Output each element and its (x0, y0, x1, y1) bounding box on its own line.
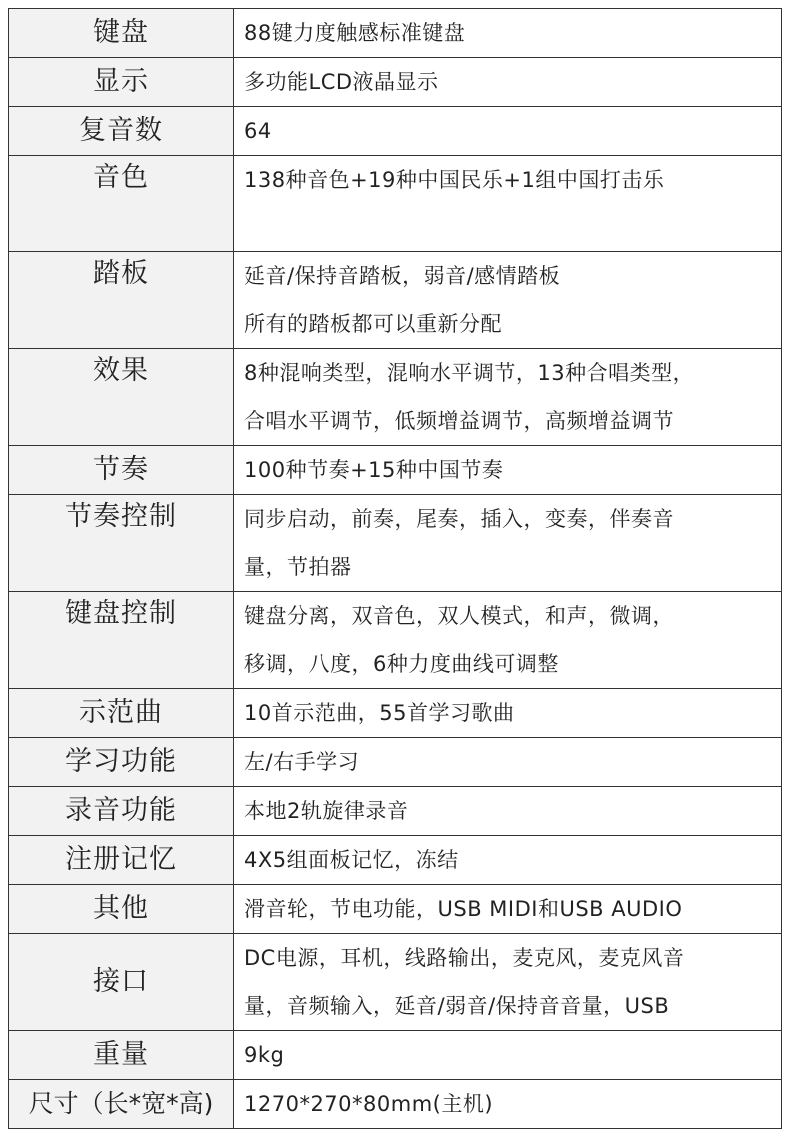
spec-value-line: 88键力度触感标准键盘 (244, 21, 466, 45)
spec-value (234, 446, 782, 495)
spec-label: 键盘 (9, 9, 234, 58)
spec-value-line: 4X5组面板记忆，冻结 (244, 848, 459, 872)
spec-row-other (9, 885, 782, 934)
spec-value (234, 9, 782, 58)
spec-label: 显示 (9, 58, 234, 107)
spec-label: 示范曲 (9, 689, 234, 738)
spec-row-polyphony (9, 107, 782, 156)
spec-row-lesson (9, 738, 782, 787)
spec-value-line: 8种混响类型，混响水平调节，13种合唱类型， (244, 361, 695, 385)
spec-value (234, 836, 782, 885)
spec-row-weight (9, 1031, 782, 1080)
spec-label: 效果 (9, 349, 234, 446)
spec-row-keyboard (9, 9, 782, 58)
spec-value-line: 移调，八度，6种力度曲线可调整 (244, 652, 559, 676)
spec-label: 节奏控制 (9, 495, 234, 592)
spec-label: 音色 (9, 156, 234, 252)
spec-value-line: 延音/保持音踏板，弱音/感情踏板 (244, 264, 561, 288)
spec-value (234, 934, 782, 1031)
spec-table (8, 8, 782, 1129)
spec-value (234, 107, 782, 156)
spec-label: 注册记忆 (9, 836, 234, 885)
spec-row-pedals (9, 252, 782, 349)
spec-value-line: 多功能LCD液晶显示 (244, 70, 439, 94)
spec-value-line: 1270*270*80mm(主机) (244, 1092, 494, 1116)
spec-value-line: 64 (244, 119, 272, 143)
spec-label: 尺寸（长*宽*高) (9, 1080, 234, 1129)
spec-row-keyboard-control (9, 592, 782, 689)
spec-label: 键盘控制 (9, 592, 234, 689)
spec-row-connectors (9, 934, 782, 1031)
spec-label: 重量 (9, 1031, 234, 1080)
spec-value-line: 100种节奏+15种中国节奏 (244, 458, 504, 482)
spec-value-line: DC电源，耳机，线路输出，麦克风，麦克风音 (244, 946, 685, 970)
spec-value (234, 1031, 782, 1080)
spec-label: 录音功能 (9, 787, 234, 836)
spec-value-line: 138种音色+19种中国民乐+1组中国打击乐 (244, 168, 665, 192)
spec-value (234, 1080, 782, 1129)
spec-value-line: 量，节拍器 (244, 555, 352, 579)
spec-value-line: 量，音频输入，延音/弱音/保持音音量，USB (244, 994, 670, 1018)
spec-value-line: 所有的踏板都可以重新分配 (244, 312, 502, 336)
spec-value (234, 252, 782, 349)
spec-label: 接口 (9, 934, 234, 1031)
spec-value-line: 10首示范曲，55首学习歌曲 (244, 701, 515, 725)
spec-row-registration (9, 836, 782, 885)
spec-value (234, 58, 782, 107)
spec-value (234, 156, 782, 252)
spec-value (234, 787, 782, 836)
spec-row-display (9, 58, 782, 107)
spec-value-line: 左/右手学习 (244, 750, 360, 774)
spec-value-line: 9kg (244, 1043, 285, 1067)
spec-row-effects (9, 349, 782, 446)
spec-label: 节奏 (9, 446, 234, 495)
spec-value (234, 689, 782, 738)
spec-value (234, 592, 782, 689)
spec-value (234, 349, 782, 446)
spec-value (234, 738, 782, 787)
spec-row-rhythms (9, 446, 782, 495)
spec-row-rhythm-control (9, 495, 782, 592)
spec-label: 复音数 (9, 107, 234, 156)
spec-label: 学习功能 (9, 738, 234, 787)
spec-label: 其他 (9, 885, 234, 934)
spec-value (234, 885, 782, 934)
spec-value-line: 本地2轨旋律录音 (244, 799, 409, 823)
spec-value-line: 合唱水平调节，低频增益调节，高频增益调节 (244, 409, 674, 433)
spec-row-dimensions (9, 1080, 782, 1129)
spec-value-line: 同步启动，前奏，尾奏，插入，变奏，伴奏音 (244, 507, 674, 531)
spec-label: 踏板 (9, 252, 234, 349)
spec-value (234, 495, 782, 592)
spec-value-line: 键盘分离，双音色，双人模式，和声，微调， (244, 604, 674, 628)
spec-row-voices (9, 156, 782, 252)
spec-row-demo-songs (9, 689, 782, 738)
spec-row-recording (9, 787, 782, 836)
spec-value-line: 滑音轮，节电功能，USB MIDI和USB AUDIO (244, 897, 683, 921)
